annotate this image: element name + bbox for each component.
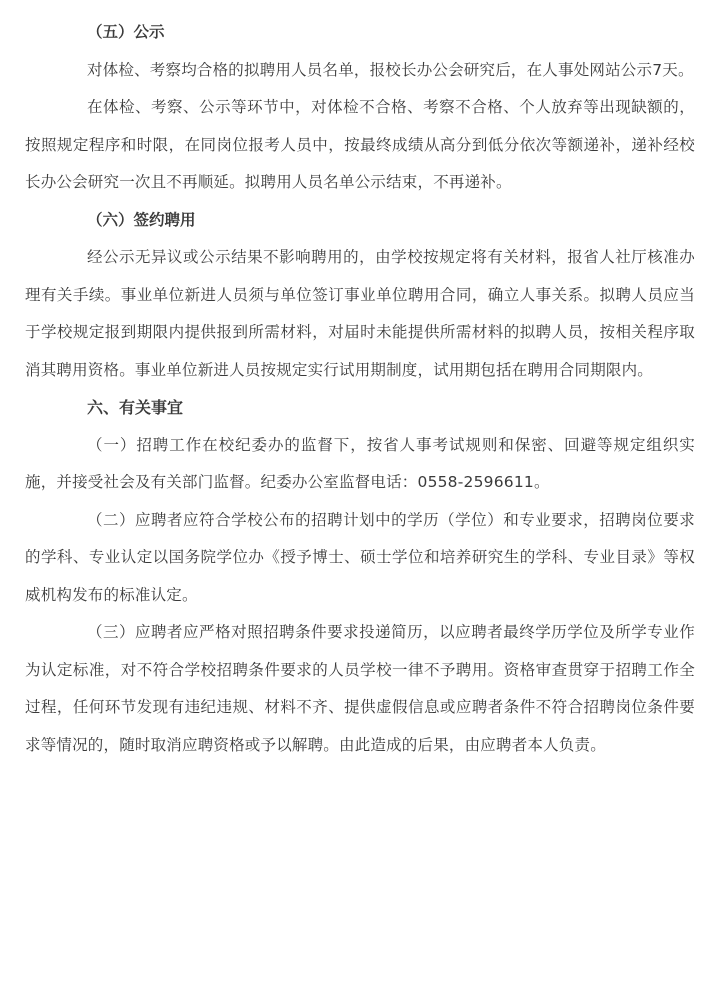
paragraph-vacancy-replacement: 在体检、考察、公示等环节中，对体检不合格、考察不合格、个人放弃等出现缺额的，按照规定程序和时限，在同岗位报考人员中，按最终成绩从高分到低分依次等额递补，递补经校长办公会研究一次且不再顺延。拟聘用人员名单公示结束，不再递补。 [25, 98, 695, 191]
section-heading-contract: （六）签约聘用 [87, 210, 196, 229]
paragraph-qualification-review: （三）应聘者应严格对照招聘条件要求投递简历，以应聘者最终学历学位及所学专业作为认定标准，对不符合学校招聘条件要求的人员学校一律不予聘用。资格审查贯穿于招聘工作全过程，任何环节发现有违纪违规、材料不齐、提供虚假信息或应聘者条件不符合招聘岗位条件要求等情况的，随时取消应聘资格或予以解聘。由此造成的后果，由应聘者本人负责。 [25, 623, 695, 754]
paragraph-publicity-list: 对体检、考察均合格的拟聘用人员名单，报校长办公会研究后，在人事处网站公示7天。 [87, 60, 694, 79]
paragraph-supervision: （一）招聘工作在校纪委办的监督下，按省人事考试规则和保密、回避等规定组织实施，并接受社会及有关部门监督。纪委办公室监督电话：0558-2596611。 [25, 435, 695, 491]
paragraph-contract-employment: 经公示无异议或公示结果不影响聘用的，由学校按规定将有关材料，报省人社厅核准办理有关手续。事业单位新进人员须与单位签订事业单位聘用合同，确立人事关系。拟聘人员应当于学校规定报到期限内提供报到所需材料，对届时未能提供所需材料的拟聘人员，按相关程序取消其聘用资格。事业单位新进人员按规定实行试用期制度，试用期包括在聘用合同期限内。 [25, 248, 695, 379]
paragraph-education-requirements: （二）应聘者应符合学校公布的招聘计划中的学历（学位）和专业要求，招聘岗位要求的学科、专业认定以国务院学位办《授予博士、硕士学位和培养研究生的学科、专业目录》等权威机构发布的标准认定。 [25, 510, 695, 604]
section-heading-publicity: （五）公示 [87, 23, 165, 41]
section-heading-related-matters: 六、有关事宜 [87, 398, 184, 417]
